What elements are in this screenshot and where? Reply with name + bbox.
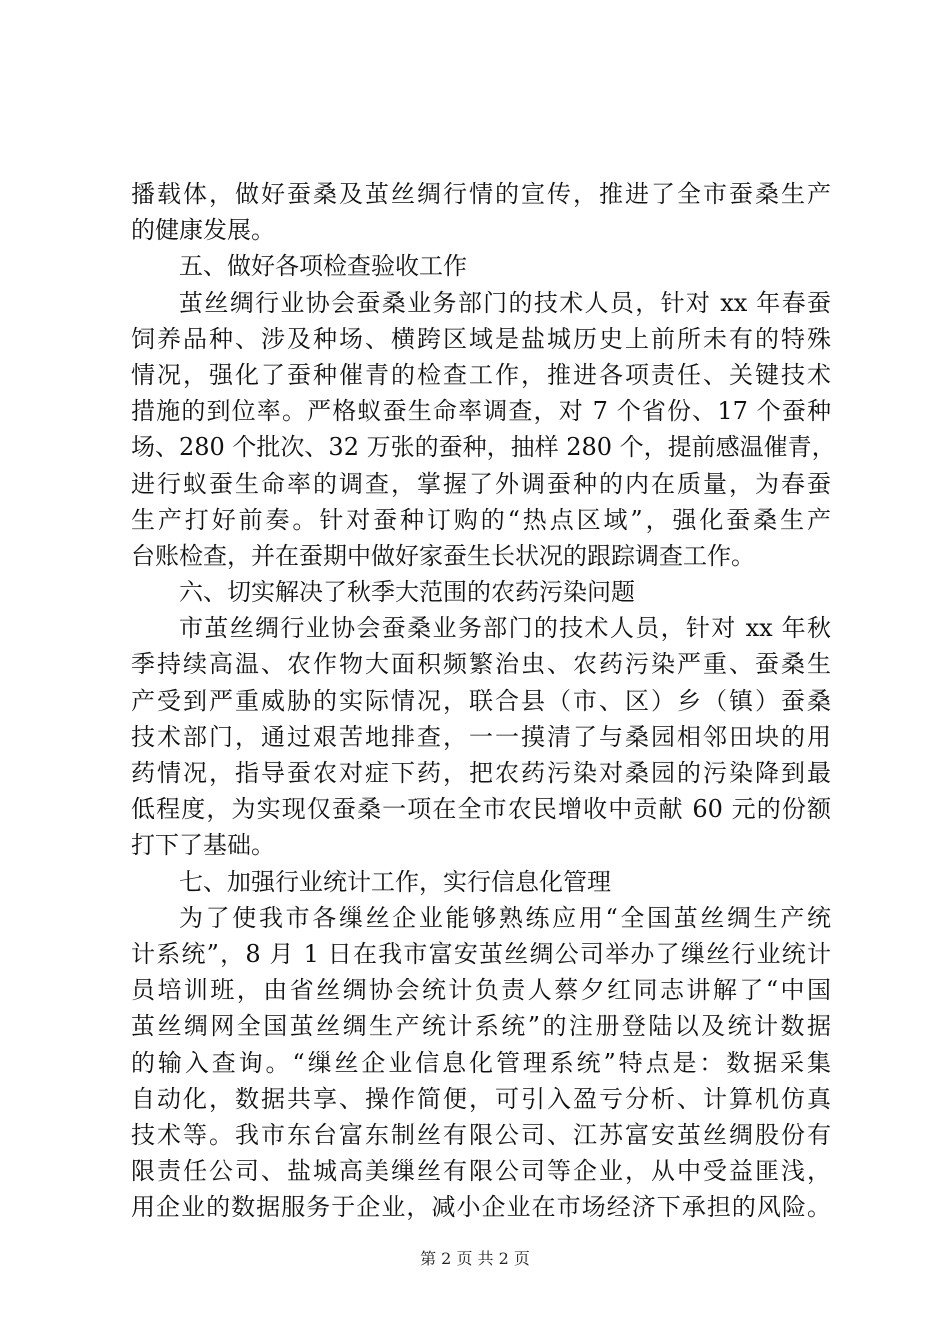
- text-line: 情况，强化了蚕种催青的检查工作，推进各项责任、关键技术: [131, 360, 831, 389]
- page-number-footer: 第 2 页 共 2 页: [420, 1249, 530, 1268]
- text-line: 低程度，为实现仅蚕桑一项在全市农民增收中贡献 60 元的份额: [131, 795, 831, 824]
- text-line: 打下了基础。: [131, 831, 275, 860]
- text-line: 为了使我市各缫丝企业能够熟练应用“全国茧丝绸生产统: [179, 903, 831, 932]
- text-line: 计系统”，8 月 1 日在我市富安茧丝绸公司举办了缫丝行业统计: [131, 939, 831, 968]
- text-line: 生产打好前奏。针对蚕种订购的“热点区域”，强化蚕桑生产: [131, 505, 831, 534]
- text-line: 进行蚁蚕生命率的调查，掌握了外调蚕种的内在质量，为春蚕: [131, 469, 831, 498]
- text-line: 茧丝绸网全国茧丝绸生产统计系统”的注册登陆以及统计数据: [131, 1012, 831, 1041]
- text-line: 六、切实解决了秋季大范围的农药污染问题: [179, 578, 635, 607]
- text-line: 自动化，数据共享、操作简便，可引入盈亏分析、计算机仿真: [131, 1084, 831, 1113]
- text-line: 播载体，做好蚕桑及茧丝绸行情的宣传，推进了全市蚕桑生产: [131, 180, 831, 208]
- text-line: 员培训班，由省丝绸协会统计负责人蔡夕红同志讲解了“中国: [131, 976, 831, 1005]
- text-line: 台账检查，并在蚕期中做好家蚕生长状况的跟踪调查工作。: [131, 541, 755, 570]
- text-line: 用企业的数据服务于企业，减小企业在市场经济下承担的风险。: [131, 1193, 831, 1222]
- text-line: 措施的到位率。严格蚁蚕生命率调查，对 7 个省份、17 个蚕种: [131, 397, 831, 426]
- text-line: 茧丝绸行业协会蚕桑业务部门的技术人员，针对 xx 年春蚕: [179, 288, 831, 317]
- text-line: 五、做好各项检查验收工作: [179, 252, 467, 281]
- text-line: 市茧丝绸行业协会蚕桑业务部门的技术人员，针对 xx 年秋: [179, 614, 831, 643]
- text-line: 药情况，指导蚕农对症下药，把农药污染对桑园的污染降到最: [131, 759, 831, 787]
- text-line: 的健康发展。: [131, 216, 275, 245]
- text-line: 技术部门，通过艰苦地排查，一一摸清了与桑园相邻田块的用: [131, 722, 831, 751]
- text-line: 七、加强行业统计工作，实行信息化管理: [179, 867, 611, 896]
- document-body: [131, 176, 836, 1225]
- text-line: 产受到严重威胁的实际情况，联合县（市、区）乡（镇）蚕桑: [131, 686, 831, 715]
- text-line: 限责任公司、盐城高美缫丝有限公司等企业，从中受益匪浅，: [131, 1157, 831, 1186]
- text-line: 饲养品种、涉及种场、横跨区域是盐城历史上前所未有的特殊: [131, 324, 831, 353]
- text-line: 季持续高温、农作物大面积频繁治虫、农药污染严重、蚕桑生: [131, 650, 831, 679]
- text-line: 场、280 个批次、32 万张的蚕种，抽样 280 个，提前感温催青，: [131, 433, 836, 462]
- text-line: 技术等。我市东台富东制丝有限公司、江苏富安茧丝绸股份有: [131, 1120, 831, 1149]
- text-line: 的输入查询。“缫丝企业信息化管理系统”特点是：数据采集: [131, 1048, 831, 1077]
